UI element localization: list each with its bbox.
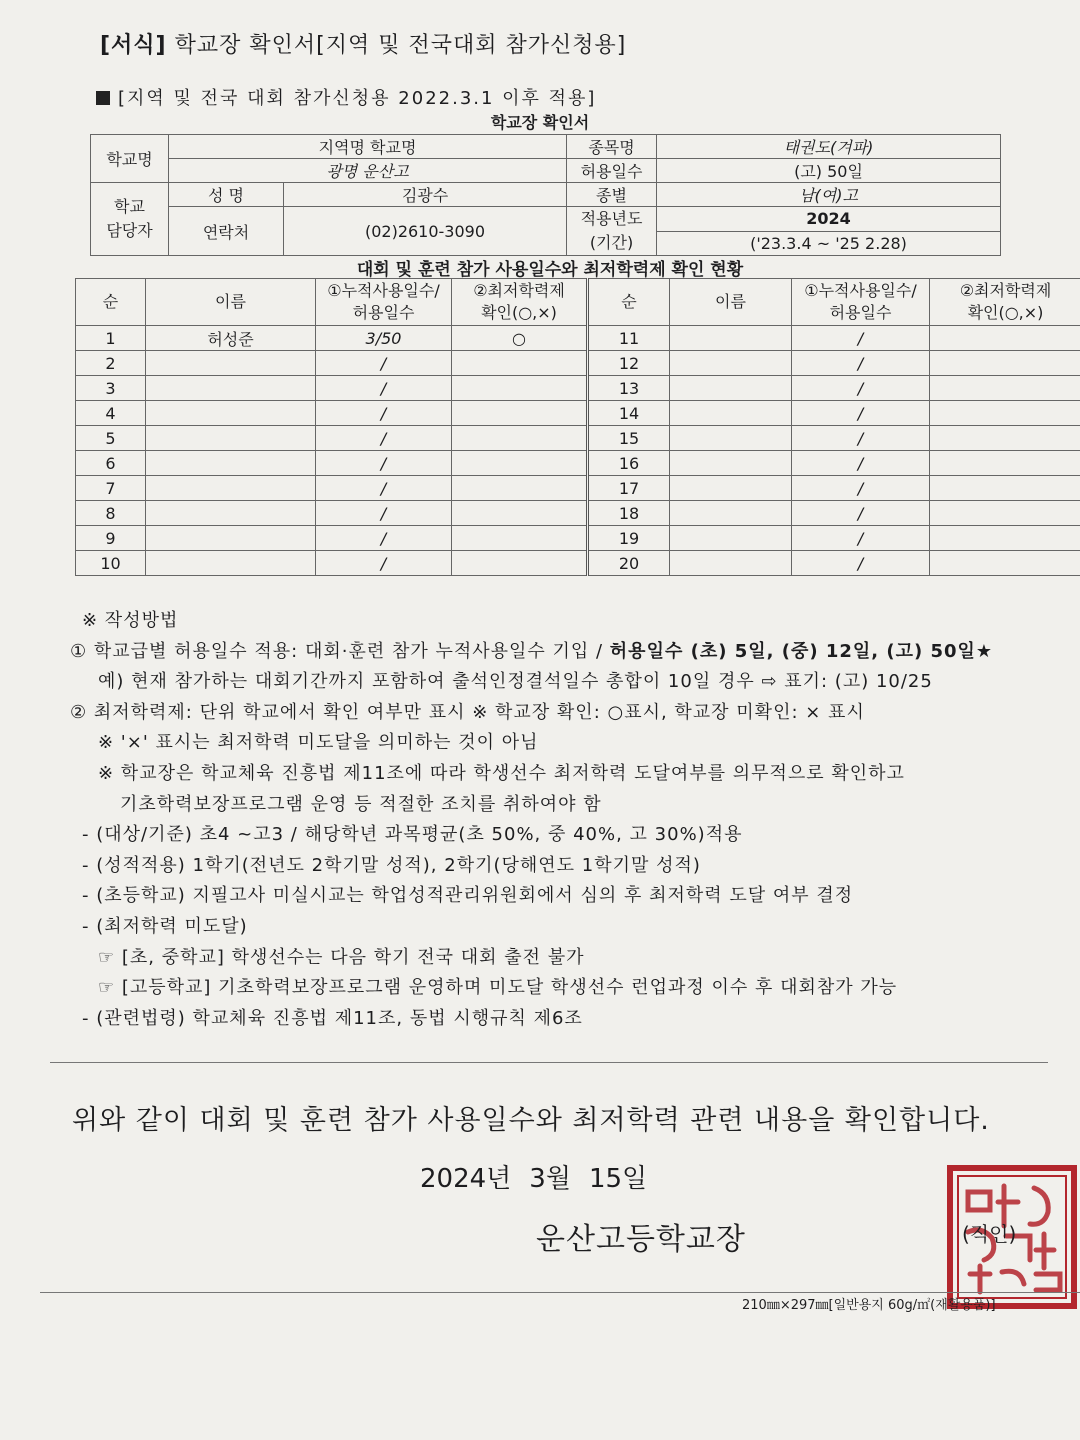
name-value: 김광수: [284, 183, 567, 207]
table-row: [76, 426, 1080, 451]
sport-value: 태권도(겨파): [657, 135, 1001, 159]
method-line-1: ① 학교급별 허용일수 적용: 대회·훈련 참가 누적사용일수 기입 / 허용일수 (초) 5일, (중) 12일, (고) 50일★: [70, 640, 994, 662]
issue-date: 2024년 3월 15일: [420, 1164, 648, 1194]
col-no-header: 순: [76, 279, 146, 326]
square-bullet-icon: [96, 91, 110, 105]
form-caption: 학교장 확인서: [490, 113, 590, 132]
participation-table: [75, 278, 1080, 576]
row-check: [452, 551, 588, 576]
list-caption: 대회 및 훈련 참가 사용일수와 최저학력제 확인 현황: [356, 260, 744, 280]
row-days: /: [792, 376, 930, 401]
row-name: [670, 426, 792, 451]
row-number: 4: [76, 401, 146, 426]
table-row: [76, 501, 1080, 526]
table-row: [76, 376, 1080, 401]
row-check: [452, 501, 588, 526]
sport-label: 종목명: [567, 135, 657, 159]
row-number: 9: [76, 526, 146, 551]
name-label: 성 명: [169, 183, 284, 207]
row-check: [930, 351, 1080, 376]
row-name: [670, 501, 792, 526]
method-line-2: 예) 현재 참가하는 대회기간까지 포함하여 출석인정결석일수 총합이 10일 경우 ⇨ 표기: (고) 10/25: [98, 671, 933, 693]
method-line-7: - (대상/기준) 초4 ~고3 / 해당학년 과목평균(초 50%, 중 40%, 고 30%)적용: [82, 824, 743, 846]
table-row: [76, 451, 1080, 476]
row-check: [452, 451, 588, 476]
row-check: [452, 376, 588, 401]
row-number: 1: [76, 326, 146, 351]
row-name: [670, 326, 792, 351]
row-name: [670, 376, 792, 401]
row-days: /: [792, 476, 930, 501]
row-name: [146, 426, 316, 451]
col-name-header: 이름: [146, 279, 316, 326]
row-check: [930, 501, 1080, 526]
region-school-label: 지역명 학교명: [169, 135, 567, 159]
row-name: [146, 351, 316, 376]
row-check: [930, 401, 1080, 426]
divider: [50, 1062, 1048, 1063]
row-days: /: [792, 426, 930, 451]
col-days-header: ①누적사용일수/ 허용일수: [316, 279, 452, 326]
method-line-12: ☞ [고등학교] 기초학력보장프로그램 운영하며 미도달 학생선수 런업과정 이수 후 대회참가 가능: [98, 977, 898, 999]
row-name: [670, 476, 792, 501]
row-name: [146, 551, 316, 576]
row-name: [670, 351, 792, 376]
row-check: [930, 426, 1080, 451]
contact-label: 연락처: [169, 207, 284, 256]
category-label: 종별: [567, 183, 657, 207]
row-check: [452, 401, 588, 426]
confirmation-text: 위와 같이 대회 및 훈련 참가 사용일수와 최저학력 관련 내용을 확인합니다.: [72, 1105, 990, 1136]
row-name: [146, 401, 316, 426]
method-heading: ※ 작성방법: [82, 610, 179, 631]
row-days: /: [316, 401, 452, 426]
document-title: [100, 28, 626, 59]
row-check: [930, 326, 1080, 351]
row-days: /: [316, 551, 452, 576]
table-row: [76, 401, 1080, 426]
principal-name: 운산고등학교장: [536, 1222, 746, 1257]
row-check: [452, 426, 588, 451]
paper-spec: 210㎜×297㎜[일반용지 60g/㎡(재활용품)]: [742, 1298, 996, 1313]
row-days: /: [316, 426, 452, 451]
row-number: 15: [588, 426, 670, 451]
school-label: 학교명: [91, 135, 169, 183]
row-number: 14: [588, 401, 670, 426]
col-no-header-right: 순: [588, 279, 670, 326]
method-line-11: ☞ [초, 중학교] 학생선수는 다음 학기 전국 대회 출전 불가: [98, 946, 585, 968]
col-name-header-right: 이름: [670, 279, 792, 326]
year-value: 2024: [657, 207, 1001, 232]
region-school-value: 광명 운산고: [169, 159, 567, 183]
table-header-row: [76, 279, 1080, 326]
seal-note: (직인): [962, 1222, 1017, 1246]
row-number: 16: [588, 451, 670, 476]
method-line-9: - (초등학교) 지필고사 미실시교는 학업성적관리위원회에서 심의 후 최저학력 도달 여부 결정: [82, 885, 854, 907]
row-number: 3: [76, 376, 146, 401]
row-name: [670, 526, 792, 551]
row-check: [930, 476, 1080, 501]
row-days: /: [792, 326, 930, 351]
row-days: /: [316, 351, 452, 376]
method-line-13: - (관련법령) 학교체육 진흥법 제11조, 동법 시행규칙 제6조: [82, 1007, 583, 1029]
row-check: [930, 526, 1080, 551]
method-line-4: ※ '×' 표시는 최저학력 미도달을 의미하는 것이 아님: [98, 732, 539, 754]
category-value: 남(여)고: [657, 183, 1001, 207]
row-number: 5: [76, 426, 146, 451]
col-days-header-right: ①누적사용일수/ 허용일수: [792, 279, 930, 326]
row-number: 18: [588, 501, 670, 526]
row-name: [146, 376, 316, 401]
row-days: /: [792, 401, 930, 426]
method-line-8: - (성적적용) 1학기(전년도 2학기말 성적), 2학기(당해연도 1학기말 성적): [82, 854, 701, 876]
info-table: [90, 134, 1001, 256]
row-days: /: [792, 501, 930, 526]
row-name: [146, 526, 316, 551]
row-days: /: [792, 526, 930, 551]
subheading: [지역 및 전국 대회 참가신청용 2022.3.1 이후 적용]: [96, 84, 596, 110]
col-min-header-right: ②최저학력제 확인(○,×): [930, 279, 1080, 326]
row-days: /: [792, 451, 930, 476]
row-days: /: [316, 451, 452, 476]
row-name: [146, 476, 316, 501]
row-check: [452, 526, 588, 551]
table-row: [76, 526, 1080, 551]
row-number: 7: [76, 476, 146, 501]
row-name: [670, 551, 792, 576]
row-check: [930, 551, 1080, 576]
row-number: 8: [76, 501, 146, 526]
col-min-header: ②최저학력제 확인(○,×): [452, 279, 588, 326]
manager-label: 학교 담당자: [91, 183, 169, 256]
period-value: ('23.3.4 ~ '25 2.28): [657, 231, 1001, 256]
bottom-divider: [40, 1292, 1080, 1293]
row-number: 19: [588, 526, 670, 551]
allowed-days-value: (고) 50일: [657, 159, 1001, 183]
row-number: 6: [76, 451, 146, 476]
row-number: 2: [76, 351, 146, 376]
row-number: 12: [588, 351, 670, 376]
row-days: /: [316, 526, 452, 551]
row-name: [670, 401, 792, 426]
row-check: [930, 376, 1080, 401]
allowed-days-label: 허용일수: [567, 159, 657, 183]
row-number: 13: [588, 376, 670, 401]
method-line-10: - (최저학력 미도달): [82, 915, 248, 937]
row-name: [146, 451, 316, 476]
year-label: 적용년도 (기간): [567, 207, 657, 256]
row-check: [930, 451, 1080, 476]
method-line-6: 기초학력보장프로그램 운영 등 적절한 조치를 취하여야 함: [120, 793, 602, 815]
contact-value: (02)2610-3090: [284, 207, 567, 256]
row-days: /: [316, 376, 452, 401]
row-number: 11: [588, 326, 670, 351]
form-tag: [서식]: [100, 33, 167, 58]
row-number: 20: [588, 551, 670, 576]
row-number: 17: [588, 476, 670, 501]
row-days: /: [792, 351, 930, 376]
row-days: 3/50: [316, 326, 452, 351]
row-number: 10: [76, 551, 146, 576]
row-name: 허성준: [146, 326, 316, 351]
writing-method: [70, 606, 993, 1034]
table-row: [76, 476, 1080, 501]
row-check: ○: [452, 326, 588, 351]
table-row: [76, 351, 1080, 376]
row-name: [670, 451, 792, 476]
table-row: [76, 551, 1080, 576]
form-title: 학교장 확인서[지역 및 전국대회 참가신청용]: [174, 33, 627, 58]
row-name: [146, 501, 316, 526]
row-check: [452, 351, 588, 376]
method-line-3: ② 최저학력제: 단위 학교에서 확인 여부만 표시 ※ 학교장 확인: ○표시, 학교장 미확인: × 표시: [70, 701, 865, 723]
row-days: /: [316, 501, 452, 526]
row-days: /: [792, 551, 930, 576]
table-row: [76, 326, 1080, 351]
row-days: /: [316, 476, 452, 501]
row-check: [452, 476, 588, 501]
method-line-5: ※ 학교장은 학교체육 진흥법 제11조에 따라 학생선수 최저학력 도달여부를 의무적으로 확인하고: [98, 762, 905, 784]
